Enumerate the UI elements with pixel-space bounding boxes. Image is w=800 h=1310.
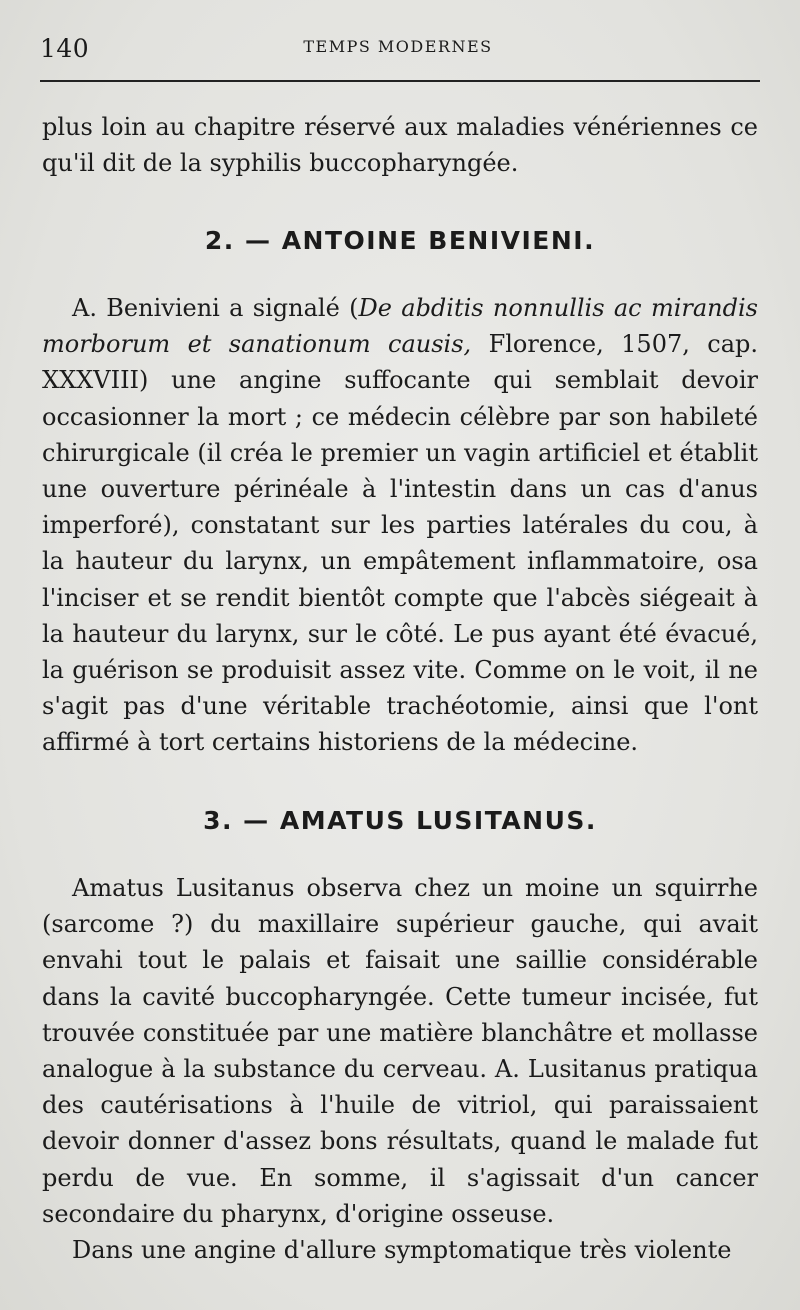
continuation-paragraph: Dans une angine d'allure symptomatique très violente (72, 1236, 732, 1265)
lusitanus-paragraph: Amatus Lusitanus observa chez un moine un squirrhe (sarcome ?) du maxillaire supérieur gauche, qui avait envahi tout le palais et faisait une saillie considérable dans la cavité buccopharyngée. Cette tumeur incisée, fut trouvée constituée par une matière blanchâtre et mollasse analogue à la substance du cerveau. A. Lusitanus pratiqua des cautérisations à l'huile de vitriol, qui paraissaient devoir donner d'assez bons résultats, quand le malade fut perdu de vue. En somme, il s'agissait d'un cancer secondaire du pharynx, d'origine osseuse. (42, 874, 758, 1228)
running-title: TEMPS MODERNES (303, 37, 493, 56)
section-body-lusitanus (42, 870, 758, 1268)
page-number: 140 (40, 34, 90, 63)
benivieni-paragraph (42, 290, 758, 761)
intro-text: plus loin au chapitre réservé aux maladies vénériennes ce qu'il dit de la syphilis buccopharyngée. (42, 113, 758, 178)
section-body-benivieni (42, 290, 758, 761)
header-rule (40, 80, 760, 82)
benivieni-text-before: A. Benivieni a signalé ( (72, 294, 359, 322)
section-heading-lusitanus: 3. — AMATUS LUSITANUS. (203, 806, 597, 835)
benivieni-text-after: Florence, 1507, cap. XXXVIII) une angine suffocante qui semblait devoir occasionner la mort ; ce médecin célèbre par son habileté chirurgicale (il créa le premier un vagin artificiel et établit une ouverture périnéale à l'intestin dans un cas d'anus imperforé), constatant sur les parties latérales du cou, à la hauteur du larynx, un empâtement inflammatoire, osa l'inciser et se rendit bientôt compte que l'abcès siégeait à la hauteur du larynx, sur le côté. Le pus ayant été évacué, la guérison se produisit assez vite. Comme on le voit, il ne s'agit pas d'une véritable trachéotomie, ainsi que l'ont affirmé à tort certains historiens de la médecine. (42, 330, 758, 757)
running-head (40, 34, 756, 64)
section-heading-benivieni: 2. — ANTOINE BENIVIENI. (204, 226, 596, 255)
benivieni-citation-title: De abditis nonnullis ac mirandis morborum et sanationum causis, (42, 294, 758, 359)
intro-paragraph (42, 109, 758, 181)
